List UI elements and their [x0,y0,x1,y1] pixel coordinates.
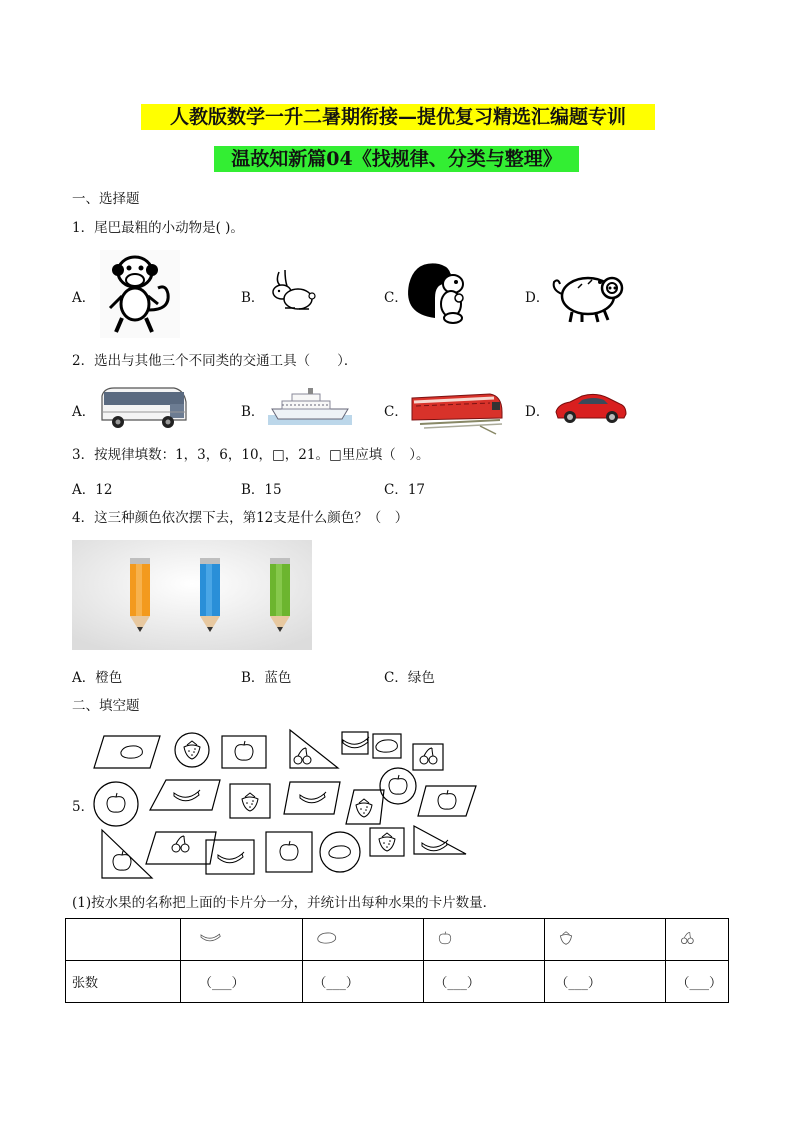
table-header-mango [303,919,424,961]
table-row [66,961,729,1003]
blank-cherry[interactable]: （___） [666,961,729,1003]
apple-icon [438,931,452,945]
blank-apple[interactable]: （___） [424,961,545,1003]
q4-option-a[interactable]: A．橙色 [72,670,123,686]
blank-strawberry[interactable]: （___） [545,961,666,1003]
question-2: 2．选出与其他三个不同类的交通工具（ ）． [72,353,358,369]
q4-option-c[interactable]: C．绿色 [384,670,435,686]
table-corner-cell [66,919,181,961]
pig-icon [548,268,630,326]
bus-icon [100,384,188,432]
question-1: 1．尾巴最粗的小动物是( )。 [72,220,244,236]
q2-option-a[interactable]: A． [72,404,96,420]
q2-option-d[interactable]: D． [525,404,550,420]
page-title: 人教版数学一升二暑期衔接—提优复习精选汇编题专训 [141,104,655,130]
pencils-image [72,540,312,650]
car-icon [552,390,628,426]
table-header-row [66,919,729,961]
banana-icon [201,931,221,945]
q3-option-c[interactable]: C．17 [384,482,426,498]
fruit-cards [90,728,490,878]
table-header-banana [181,919,303,961]
question-5-part-1: (1)按水果的名称把上面的卡片分一分，并统计出每种水果的卡片数量． [72,895,497,911]
q4-option-b[interactable]: B．蓝色 [241,670,292,686]
question-3: 3．按规律填数：1，3，6，10，□，21。□里应填（ ）。 [72,447,430,463]
table-row-label: 张数 [66,961,181,1003]
question-4: 4．这三种颜色依次摆下去，第12支是什么颜色？（ ） [72,510,409,526]
q2-option-c[interactable]: C． [384,404,408,420]
cherry-icon [680,931,694,945]
table-header-cherry [666,919,729,961]
squirrel-icon [405,258,475,326]
section-heading-fill: 二、填空题 [72,698,140,714]
fruit-count-table [65,918,729,1003]
page-subtitle: 温故知新篇04《找规律、分类与整理》 [214,146,579,172]
section-heading-choice: 一、选择题 [72,191,140,207]
blank-banana[interactable]: （___） [181,961,303,1003]
monkey-icon [100,250,180,338]
question-5-number: 5． [72,799,95,815]
q1-option-b[interactable]: B． [241,290,265,306]
ship-icon [268,385,352,425]
q2-option-b[interactable]: B． [241,404,265,420]
q1-option-a[interactable]: A． [72,290,96,306]
train-icon [410,388,504,436]
mango-icon [317,931,337,945]
table-header-strawberry [545,919,666,961]
strawberry-icon [559,931,573,945]
rabbit-icon [265,268,315,314]
q3-option-a[interactable]: A．12 [72,482,113,498]
table-header-apple [424,919,545,961]
q1-option-d[interactable]: D． [525,290,550,306]
q3-option-b[interactable]: B．15 [241,482,282,498]
q1-option-c[interactable]: C． [384,290,408,306]
blank-mango[interactable]: （___） [303,961,424,1003]
